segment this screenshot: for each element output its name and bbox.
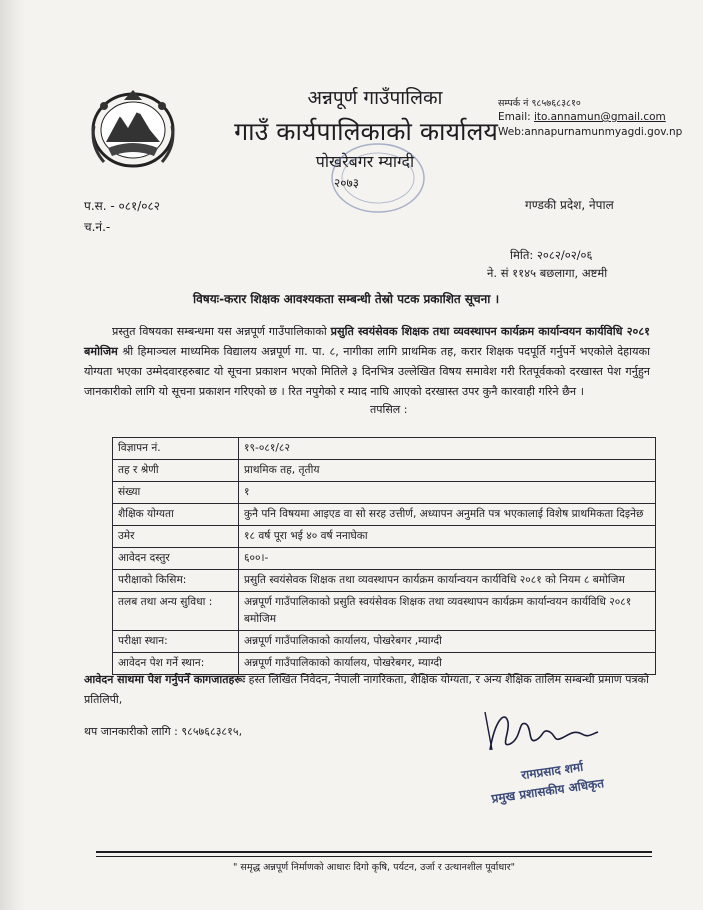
table-row (113, 460, 656, 482)
field-label: परीक्षाको किसिम: (113, 570, 239, 592)
field-label: परीक्षा स्थान: (113, 631, 239, 653)
notice-date: मिति: २०८२/०२/०६ (510, 248, 593, 262)
scan-edge (0, 0, 26, 910)
officer-rubber-stamp (483, 756, 623, 804)
table-row (113, 570, 656, 592)
table-row (113, 548, 656, 570)
field-value: ६००।- (239, 548, 656, 570)
field-label: विज्ञापन नं. (113, 438, 239, 460)
notice-body (84, 322, 650, 402)
field-label: तलब तथा अन्य सुविधा : (113, 592, 239, 631)
field-value: प्राथमिक तह, तृतीय (239, 460, 656, 482)
established-year: २०७३ (334, 176, 359, 190)
nepal-sambat-date: ने. सं ११४५ बछलागा, अष्टमी (487, 266, 608, 280)
body-part1: प्रस्तुत विषयका सम्बन्धमा यस अन्नपूर्ण गाउँपालिकाको (112, 325, 331, 338)
documents-label: आवेदन साथमा पेश गर्नुपर्ने कागजातहरूः (84, 673, 246, 686)
officer-title: प्रमुख प्रशासकीय अधिकृत (490, 776, 605, 806)
footer-rule-thin (96, 856, 652, 857)
municipality-name: अन्नपूर्ण गाउँपालिका (307, 87, 443, 109)
table-row (113, 438, 656, 460)
field-label: आवेदन दस्तुर (113, 548, 239, 570)
field-value: अन्नपूर्ण गाउँपालिकाको कार्यालय, पोखरेबगर, म्याग्दी (239, 653, 656, 675)
notice-subject: विषयः-करार शिक्षक आवश्यकता सम्बन्धी तेस्रो पटक प्रकाशित सूचना । (193, 292, 500, 306)
email-link[interactable]: ito.annamun@gmail.com (534, 111, 666, 123)
table-row (113, 482, 656, 504)
field-label: उमेर (113, 526, 239, 548)
contact-email (498, 111, 666, 123)
table-row (113, 631, 656, 653)
officer-name: रामप्रसाद शर्मा (520, 759, 584, 783)
table-row (113, 504, 656, 526)
field-value: १९-०८१/८२ (239, 438, 656, 460)
field-value: अन्नपूर्ण गाउँपालिकाको कार्यालय, पोखरेबगर ,म्याग्दी (239, 631, 656, 653)
office-name: गाउँ कार्यपालिकाको कार्यालय (234, 117, 498, 146)
body-bold-rule: प्रसुति स्वयंसेवक शिक्षक तथा व्यवस्थापन कार्यक्रम कार्यान्वयन कार्यविधि २०८१ बमोजिम (84, 325, 650, 358)
field-label: तह र श्रेणी (113, 460, 239, 482)
field-value: कुनै पनि विषयमा आइएड वा सो सरह उत्तीर्ण, अध्यापन अनुमति पत्र भएकालाई विशेष प्राथमिकता दिइनेछ (239, 504, 656, 526)
dispatch-number: च.नं.- (84, 220, 111, 234)
more-info-contact: थप जानकारीको लागि : ९८५७६८३८१५, (84, 725, 243, 738)
office-address: पोखरेबगर म्याग्दी (315, 152, 415, 171)
field-value: प्रसुति स्वयंसेवक शिक्षक तथा व्यवस्थापन कार्यक्रम कार्यान्वयन कार्यविधि २०८१ को नियम ८ बमोजिम (239, 570, 656, 592)
contact-phone: सम्पर्क नं ९८५७६८३८१० (498, 98, 581, 109)
table-row (113, 526, 656, 548)
body-part2: श्री हिमाञ्चल माध्यमिक विद्यालय अन्नपूर्ण गा. पा. ८, नागीका लागि प्राथमिक तह, करार शिक्षक पदपूर्ति गर्नुपर्ने भएकोले देहायका योग्यता भएका उम्मेदवारहरुबाट यो सूचना प्रकाशन भएको मितिले ३ दिनभित्र उल्लेखित विषय समावेश गरी रितपूर्वकको दरखास्त पेश गर्नुहुन जानकारीको लागि यो सूचना प्रकाशन गरिएको छ । रित नपुगेको र म्याद नाघि आएको दरखास्त उपर कुनै कारवाही गरिने छैन । (84, 345, 650, 398)
details-heading: तपसिल : (370, 403, 408, 416)
field-value: १ (239, 482, 656, 504)
documents-list: हस्त लिखित निवेदन, नेपाली नागरिकता, शैक्षिक योग्यता, र अन्य शैक्षिक तालिम सम्बन्धी प्रमाण पत्रको प्रतिलिपी, (84, 673, 649, 706)
field-value: अन्नपूर्ण गाउँपालिकाको प्रसुति स्वयंसेवक शिक्षक तथा व्यवस्थापन कार्यक्रम कार्यान्वयन कार्यविधि २०८१ बमोजिम (239, 592, 656, 631)
table-row (113, 592, 656, 631)
field-value: १८ वर्ष पूरा भई ४० वर्ष ननाघेका (239, 526, 656, 548)
email-label: Email: (498, 111, 531, 123)
field-label: आवेदन पेश गर्ने स्थान: (113, 653, 239, 675)
field-label: शैक्षिक योग्यता (113, 504, 239, 526)
province-name: गण्डकी प्रदेश, नेपाल (525, 198, 614, 212)
footer-motto: " समृद्ध अन्नपूर्ण निर्माणको आधारः दिगो कृषि, पर्यटन, उर्जा र उत्थानशील पूर्वाधार" (233, 862, 515, 873)
field-label: संख्या (113, 482, 239, 504)
nepal-emblem-icon (84, 86, 182, 170)
footer-rule-thick (96, 851, 652, 853)
officer-signature (470, 700, 620, 760)
reference-number: प.स. - ०८१/०८२ (84, 199, 160, 213)
vacancy-details-table (112, 437, 656, 675)
website-link[interactable]: Web:annapurnamunmyagdi.gov.np (498, 126, 683, 138)
